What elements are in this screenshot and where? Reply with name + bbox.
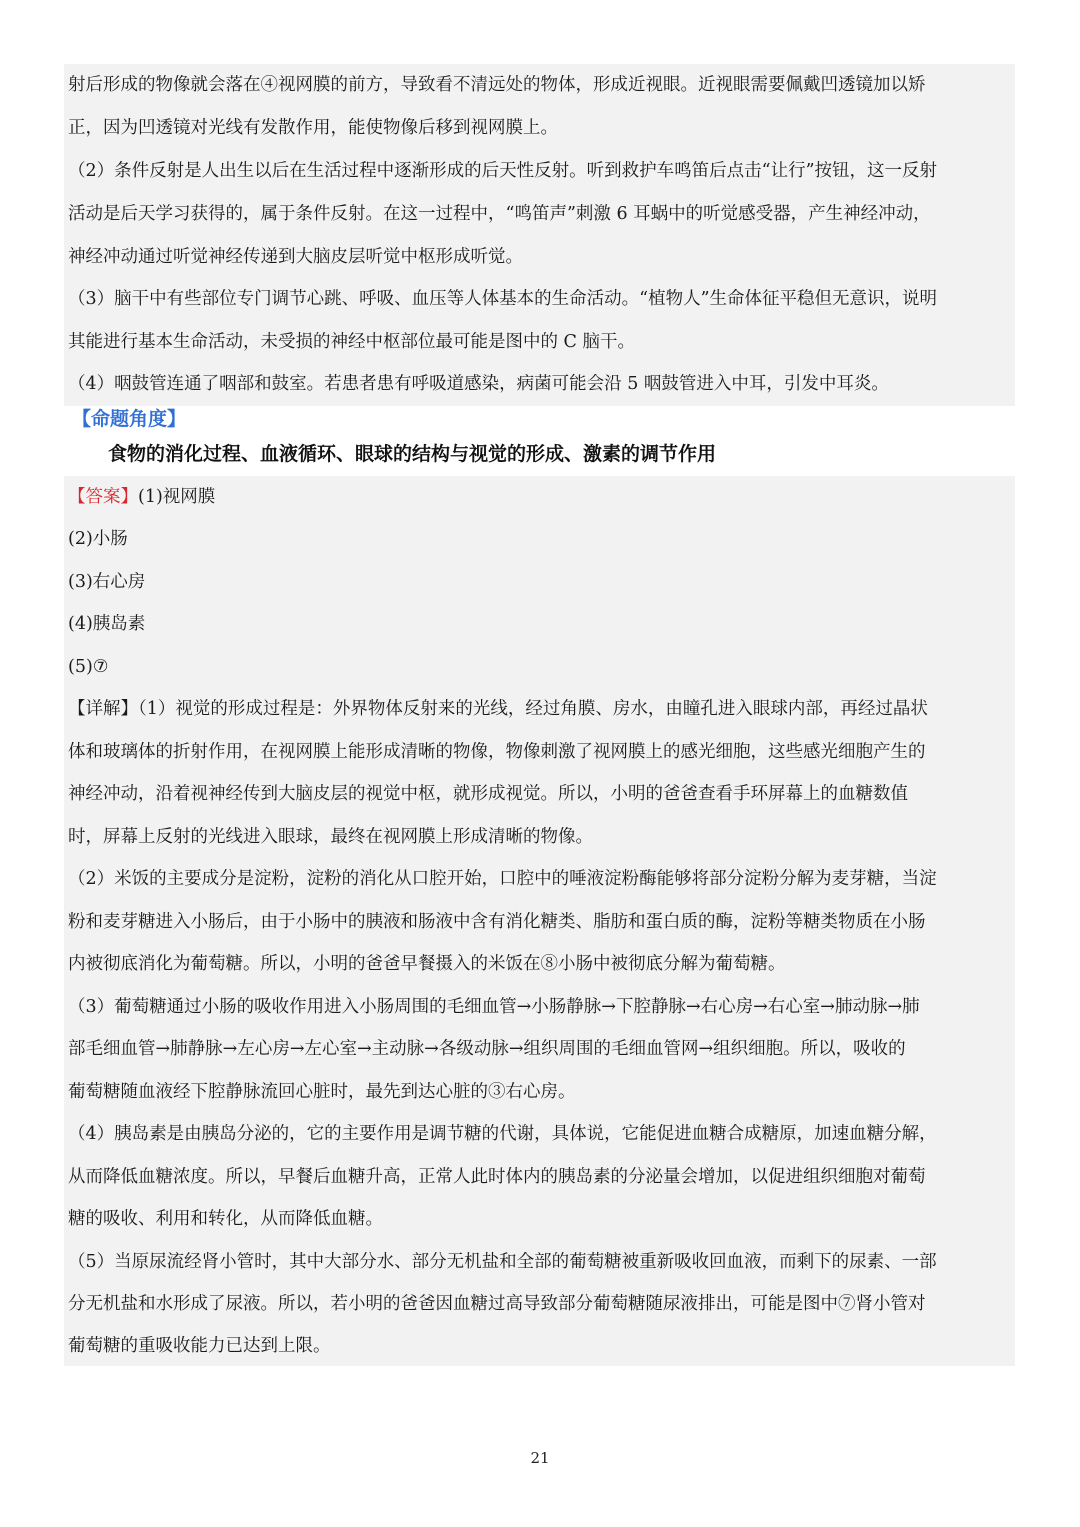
explanation-line: 部毛细血管→肺静脉→左心房→左心室→主动脉→各级动脉→组织周围的毛细血管网→组织细胞。所以，吸收的 bbox=[68, 1039, 906, 1059]
explanation-line: （2）米饭的主要成分是淀粉，淀粉的消化从口腔开始，口腔中的唾液淀粉酶能够将部分淀粉分解为麦芽糖，当淀 bbox=[68, 869, 937, 889]
explanation-line: 体和玻璃体的折射作用，在视网膜上能形成清晰的物像，物像刺激了视网膜上的感光细胞，这些感光细胞产生的 bbox=[68, 742, 926, 762]
proposition-heading: 【命题角度】 bbox=[72, 408, 187, 430]
explanation-line: 粉和麦芽糖进入小肠后，由于小肠中的胰液和肠液中含有消化糖类、脂肪和蛋白质的酶，淀粉等糖类物质在小肠 bbox=[68, 912, 926, 932]
text-line: 活动是后天学习获得的，属于条件反射。在这一过程中，“鸣笛声”刺激 6 耳蜗中的听觉感受器，产生神经冲动， bbox=[68, 204, 931, 224]
text-line: 神经冲动通过听觉神经传递到大脑皮层听觉中枢形成听觉。 bbox=[68, 247, 523, 267]
answer-line bbox=[68, 476, 1008, 519]
text-line: （3）脑干中有些部位专门调节心跳、呼吸、血压等人体基本的生命活动。“植物人”生命体征平稳但无意识，说明 bbox=[68, 289, 938, 309]
answer-box bbox=[64, 476, 1015, 1366]
text-line: （4）咽鼓管连通了咽部和鼓室。若患者患有呼吸道感染，病菌可能会沿 5 咽鼓管进入中耳，引发中耳炎。 bbox=[68, 374, 889, 394]
explanation-line: 内被彻底消化为葡萄糖。所以，小明的爸爸早餐摄入的米饭在⑧小肠中被彻底分解为葡萄糖。 bbox=[68, 954, 786, 974]
explanation-label: 【详解】 bbox=[68, 699, 138, 719]
answer-item: (5)⑦ bbox=[68, 657, 109, 677]
explanation-line: 葡萄糖的重吸收能力已达到上限。 bbox=[68, 1336, 331, 1356]
explanation-line: 葡萄糖随血液经下腔静脉流回心脏时，最先到达心脏的③右心房。 bbox=[68, 1082, 576, 1102]
answer-item: (4)胰岛素 bbox=[68, 614, 146, 634]
explanation-line: （4）胰岛素是由胰岛分泌的，它的主要作用是调节糖的代谢，具体说，它能促进血糖合成糖原，加速血糖分解， bbox=[68, 1124, 937, 1144]
explanation-line: 从而降低血糖浓度。所以，早餐后血糖升高，正常人此时体内的胰岛素的分泌量会增加，以促进组织细胞对葡萄 bbox=[68, 1167, 926, 1187]
answer-item: (2)小肠 bbox=[68, 529, 128, 549]
answer-item: (1)视网膜 bbox=[138, 487, 216, 507]
answer-item: (3)右心房 bbox=[68, 572, 146, 592]
explanation-line: （5）当原尿流经肾小管时，其中大部分水、部分无机盐和全部的葡萄糖被重新吸收回血液，而剩下的尿素、一部 bbox=[68, 1252, 937, 1272]
page-number: 21 bbox=[530, 1449, 550, 1467]
explanation-line: （3）葡萄糖通过小肠的吸收作用进入小肠周围的毛细血管→小肠静脉→下腔静脉→右心房→右心室→肺动脉→肺 bbox=[68, 997, 920, 1017]
continued-explanation-box bbox=[64, 64, 1015, 406]
text-line: 其能进行基本生命活动，未受损的神经中枢部位最可能是图中的 C 脑干。 bbox=[68, 332, 636, 352]
answer-label: 【答案】 bbox=[68, 487, 138, 507]
explanation-line: 糖的吸收、利用和转化，从而降低血糖。 bbox=[68, 1209, 383, 1229]
explanation-line: 分无机盐和水形成了尿液。所以，若小明的爸爸因血糖过高导致部分葡萄糖随尿液排出，可能是图中⑦肾小管对 bbox=[68, 1294, 926, 1314]
text-line: 射后形成的物像就会落在④视网膜的前方，导致看不清远处的物体，形成近视眼。近视眼需要佩戴凹透镜加以矫 bbox=[68, 75, 926, 95]
proposition-topic: 食物的消化过程、血液循环、眼球的结构与视觉的形成、激素的调节作用 bbox=[108, 443, 717, 465]
explanation-line bbox=[68, 688, 1008, 731]
explanation-text: （1）视觉的形成过程是：外界物体反射来的光线，经过角膜、房水，由瞳孔进入眼球内部，再经过晶状 bbox=[138, 699, 928, 719]
text-line: 正，因为凹透镜对光线有发散作用，能使物像后移到视网膜上。 bbox=[68, 118, 558, 138]
explanation-line: 时，屏幕上反射的光线进入眼球，最终在视网膜上形成清晰的物像。 bbox=[68, 827, 593, 847]
text-line: （2）条件反射是人出生以后在生活过程中逐渐形成的后天性反射。听到救护车鸣笛后点击“让行”按钮，这一反射 bbox=[68, 161, 938, 181]
explanation-line: 神经冲动，沿着视神经传到大脑皮层的视觉中枢，就形成视觉。所以，小明的爸爸查看手环屏幕上的血糖数值 bbox=[68, 784, 908, 804]
